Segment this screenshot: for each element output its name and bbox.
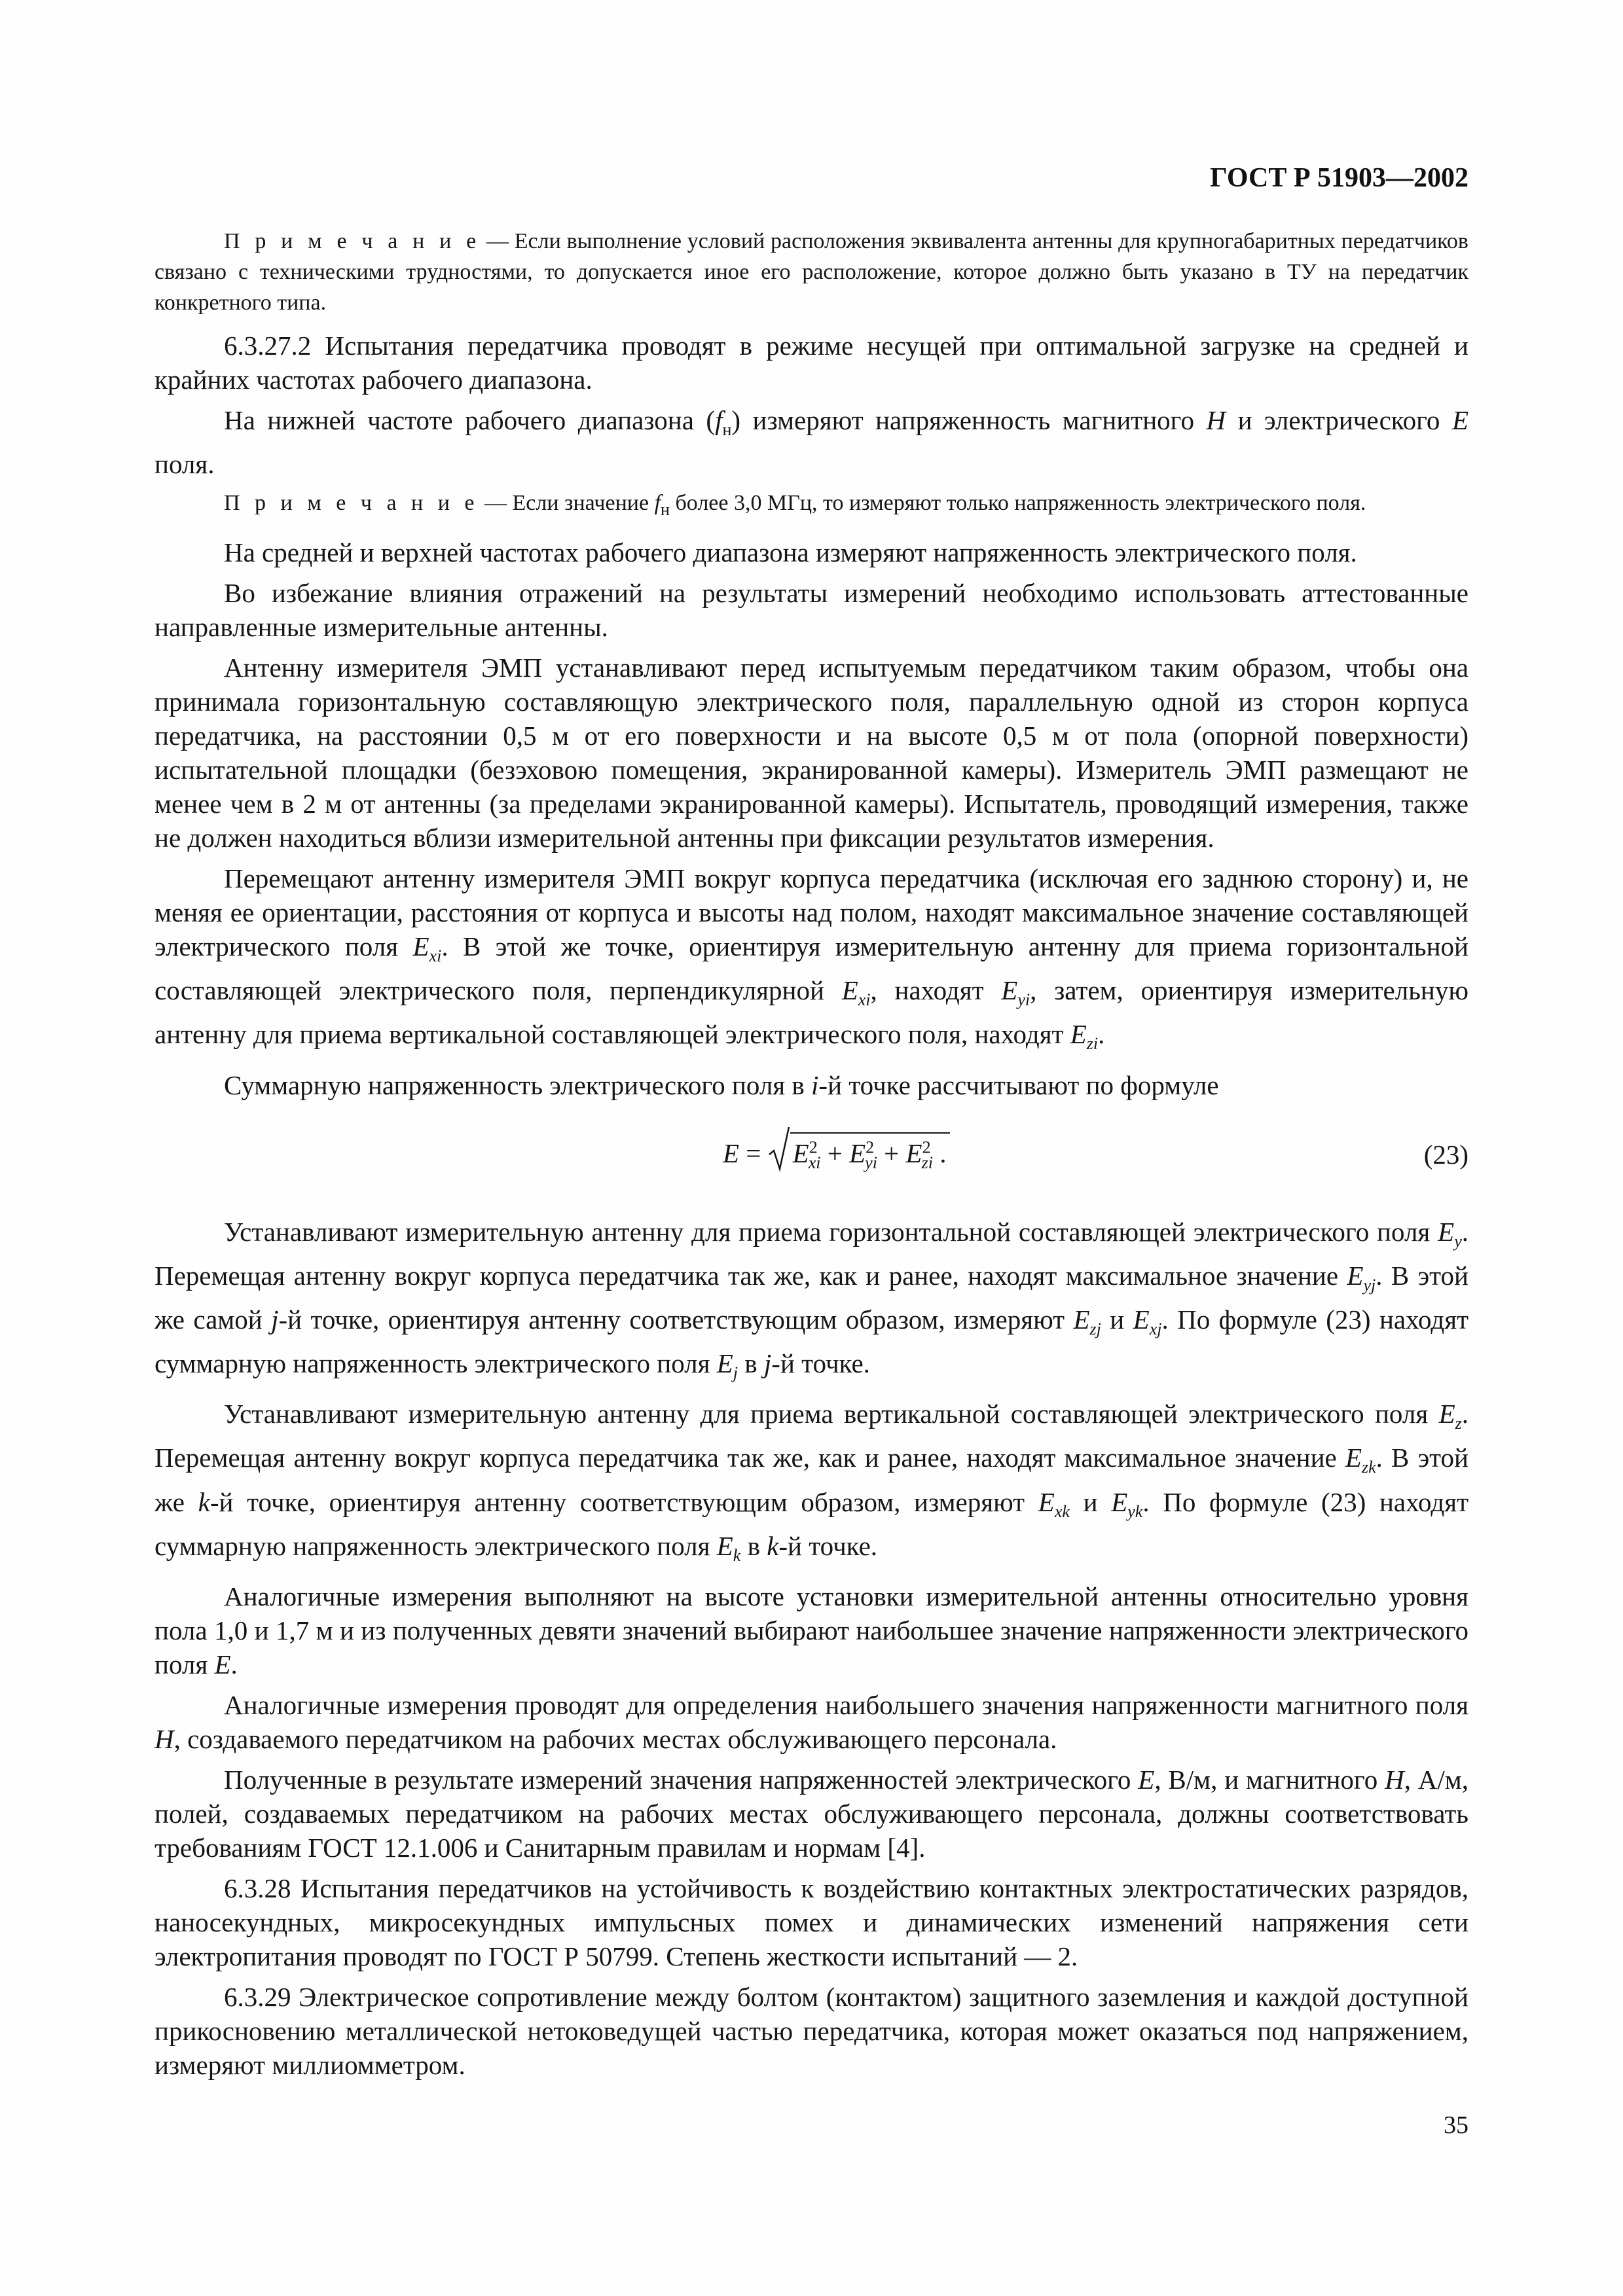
equals-sign: = — [739, 1138, 768, 1168]
symbol-e: E — [716, 1530, 733, 1561]
symbol-e: E — [1138, 1765, 1155, 1795]
symbol-h: H — [1385, 1765, 1404, 1795]
symbol-f: f — [715, 405, 723, 435]
symbol-e: E — [1001, 975, 1018, 1006]
term-e: E — [905, 1138, 922, 1168]
subscript: zi — [921, 1153, 933, 1172]
text-run: и — [1101, 1304, 1133, 1335]
symbol-j: j — [763, 1348, 772, 1379]
subscript: xi — [808, 1153, 821, 1172]
symbol-k: k — [767, 1530, 779, 1561]
symbol-h: H — [1206, 405, 1226, 435]
symbol-i: i — [811, 1069, 819, 1100]
paragraph-requirements — [155, 1763, 1468, 1865]
text-run: -й точке, ориентируя антенну соответствующим образом, измеряют — [278, 1304, 1074, 1335]
text-run: Устанавливают измерительную антенну для приема горизонтальной составляющей электрического поля — [224, 1216, 1438, 1247]
text-run: -й точке рассчитывают по формуле — [818, 1069, 1219, 1100]
text-run: . По формуле (23) находят суммарную напряженность электрического поля — [155, 1486, 1468, 1561]
text-run: -й точке, ориентируя антенну соответствующим образом, измеряют — [210, 1486, 1038, 1517]
note-label: П р и м е ч а н и е — [224, 229, 481, 253]
subscript: j — [733, 1363, 739, 1383]
subscript: yi — [865, 1153, 877, 1172]
text-run: более 3,0 МГц, то измеряют только напряженность электрического поля. — [669, 491, 1366, 516]
text-run: Аналогичные измерения проводят для определения наибольшего значения напряженности магнитного поля — [224, 1690, 1468, 1721]
radicand — [790, 1132, 951, 1173]
text-run: . В этой же точке, ориентируя измерительную антенну для приема горизонтальной составляющей электрического поля, перпендикулярной — [155, 931, 1468, 1006]
subscript: yi — [1017, 990, 1030, 1010]
symbol-e: E — [1070, 1019, 1087, 1050]
formula-number: (23) — [1423, 1139, 1468, 1170]
text-run: , создаваемого передатчиком на рабочих местах обслуживающего персонала. — [173, 1724, 1057, 1755]
symbol-h: H — [155, 1724, 174, 1755]
exponent: 2 — [866, 1137, 875, 1157]
text-run: и электрического — [1226, 405, 1452, 435]
period: . — [932, 1138, 947, 1168]
symbol-e: E — [1438, 1399, 1455, 1429]
subscript: y — [1454, 1231, 1462, 1251]
paragraph-low-frequency — [155, 403, 1468, 481]
note-label: П р и м е ч а н и е — [224, 491, 479, 516]
symbol-k: k — [198, 1486, 210, 1517]
paragraph-antenna-move — [155, 861, 1468, 1062]
symbol-e: E — [1345, 1443, 1362, 1473]
text-run: ) измеряют напряженность магнитного — [731, 405, 1207, 435]
symbol-e: E — [214, 1649, 231, 1680]
symbol-e: E — [412, 931, 429, 961]
text-run: , В/м, и магнитного — [1154, 1765, 1385, 1795]
paragraph-horizontal-ey — [155, 1215, 1468, 1391]
paragraph-6-3-27-2: 6.3.27.2 Испытания передатчика проводят в режиме несущей при оптимальной загрузке на средней и крайних частотах рабочего диапазона. — [155, 331, 1468, 395]
text-run: , находят — [870, 975, 1002, 1006]
paragraph-vertical-ez — [155, 1397, 1468, 1573]
paragraph-reflections: Во избежание влияния отражений на результаты измерений необходимо использовать аттестованные направленные измерительные антенны. — [155, 577, 1468, 642]
symbol-e: E — [1133, 1304, 1150, 1335]
paragraph-heights — [155, 1579, 1468, 1681]
plus-sign: + — [820, 1138, 850, 1168]
text-run: Перемещают антенну измерителя ЭМП вокруг корпуса передатчика (исключая его заднюю сторону) и, не меняя ее ориентации, расстояния от корпуса и высоты над полом, находят максимальное значение составляющей электрического поля — [155, 863, 1468, 961]
text-run: . — [230, 1649, 238, 1680]
subscript: xi — [429, 946, 442, 966]
plus-sign: + — [877, 1138, 906, 1168]
text-run: . В этой же самой — [155, 1260, 1468, 1335]
text-run: . Перемещая антенну вокруг корпуса передатчика так же, как и ранее, находят максимальное значение — [155, 1399, 1468, 1473]
subscript: yk — [1127, 1501, 1143, 1521]
formula-expression — [723, 1126, 950, 1173]
exponent: 2 — [922, 1137, 931, 1157]
formula-23 — [155, 1117, 1468, 1189]
text-run: , затем, ориентируя измерительную антенну для приема вертикальной составляющей электрического поля, находят — [155, 975, 1468, 1050]
text-run: и — [1069, 1486, 1112, 1517]
symbol-e: E — [841, 975, 858, 1006]
symbol-e: E — [1073, 1304, 1090, 1335]
text-run: . — [1098, 1019, 1105, 1050]
text-run: . Перемещая антенну вокруг корпуса передатчика так же, как и ранее, находят максимальное значение — [155, 1216, 1468, 1291]
text-run: На нижней частоте рабочего диапазона ( — [224, 405, 716, 435]
note-2 — [155, 488, 1468, 525]
formula-lhs: E — [723, 1138, 740, 1168]
text-run: Полученные в результате измерений значения напряженностей электрического — [224, 1765, 1139, 1795]
subscript: zi — [1086, 1034, 1099, 1054]
paragraph-antenna-setup: Антенну измерителя ЭМП устанавливают перед испытуемым передатчиком таким образом, чтобы она принимала горизонтальную составляющую электрического поля, параллельную одной из сторон корпуса передатчика, на расстоянии 0,5 м от его поверхности и на высоте 0,5 м от пола (опорной поверхности) испытательной площадки (безэховою помещения, экранированной камеры). Измеритель ЭМП размещают не менее чем в 2 м от антенны (за пределами экранированной камеры). Испытатель, проводящий измерения, также не должен находиться вблизи измерительной антенны при фиксации результатов измерения. — [155, 652, 1468, 853]
text-run: Устанавливают измерительную антенну для приема вертикальной составляющей электрического поля — [224, 1399, 1439, 1429]
subscript: н — [722, 420, 732, 440]
symbol-e: E — [716, 1348, 733, 1379]
text-run: -й точке. — [778, 1530, 878, 1561]
note-1 — [155, 226, 1468, 318]
paragraph-mid-high-frequency: На средней и верхней частотах рабочего диапазона измеряют напряженность электрического поля. — [224, 537, 1357, 567]
paragraph-6-3-28: 6.3.28 Испытания передатчиков на устойчивость к воздействию контактных электростатических разрядов, наносекундных, микросекундных импульсных помех и динамических изменений напряжения сети электропитания проводят по ГОСТ Р 50799. Степень жесткости испытаний — 2. — [155, 1873, 1468, 1972]
subscript: zk — [1361, 1458, 1376, 1477]
symbol-f: f — [654, 491, 661, 516]
text-run: , А/м, полей, создаваемых передатчиком на рабочих местах обслуживающего персонала, должны соответствовать требованиям ГОСТ 12.1.006 и Санитарным правилам и нормам [4]. — [155, 1765, 1468, 1863]
text-run: . По формуле (23) находят суммарную напряженность электрического поля — [155, 1304, 1468, 1379]
text-run: поля. — [155, 449, 215, 480]
symbol-j: j — [271, 1304, 279, 1335]
symbol-e: E — [1111, 1486, 1128, 1517]
page-number: 35 — [1444, 2111, 1468, 2139]
subscript: xi — [858, 990, 871, 1010]
paragraph-6-3-29: 6.3.29 Электрическое сопротивление между болтом (контактом) защитного заземления и каждой доступной прикосновению металлической нетоковедущей частью передатчика, которая может оказаться под напряжением, измеряют миллиомметром. — [155, 1982, 1468, 2081]
subscript: zj — [1089, 1319, 1101, 1339]
term-e: E — [792, 1138, 809, 1168]
document-code-header: ГОСТ Р 51903—2002 — [1210, 163, 1468, 193]
text-run: . В этой же — [155, 1443, 1468, 1517]
subscript: н — [661, 499, 670, 519]
text-run: в — [738, 1348, 764, 1379]
text-run: Суммарную напряженность электрического поля в — [224, 1069, 812, 1100]
paragraph-magnetic — [155, 1688, 1468, 1756]
page-body — [155, 226, 1468, 2089]
symbol-e: E — [1438, 1216, 1455, 1247]
subscript: xj — [1149, 1319, 1162, 1339]
text-run: -й точке. — [771, 1348, 870, 1379]
subscript: xk — [1054, 1501, 1070, 1521]
note-text: — Если выполнение условий расположения эквивалента антенны для крупногабаритных передатчиков связано с техническими трудностями, то допускается иное его расположение, которое должно быть указано в ТУ на передатчик конкретного типа. — [155, 229, 1468, 315]
text-run: в — [740, 1530, 767, 1561]
subscript: k — [733, 1546, 741, 1566]
subscript: z — [1455, 1414, 1462, 1433]
sqrt-icon — [768, 1126, 790, 1172]
symbol-e: E — [1451, 405, 1468, 435]
symbol-e: E — [1347, 1260, 1364, 1291]
exponent: 2 — [809, 1137, 818, 1157]
text-run: Аналогичные измерения выполняют на высоте установки измерительной антенны относительно уровня пола 1,0 и 1,7 м и из полученных девяти значений выбирают наибольшее значение напряженности электрического поля — [155, 1581, 1468, 1680]
paragraph-formula-intro — [155, 1068, 1468, 1102]
term-e: E — [849, 1138, 866, 1168]
symbol-e: E — [1038, 1486, 1055, 1517]
subscript: yj — [1363, 1275, 1376, 1295]
text-run: — Если значение — [479, 491, 655, 516]
